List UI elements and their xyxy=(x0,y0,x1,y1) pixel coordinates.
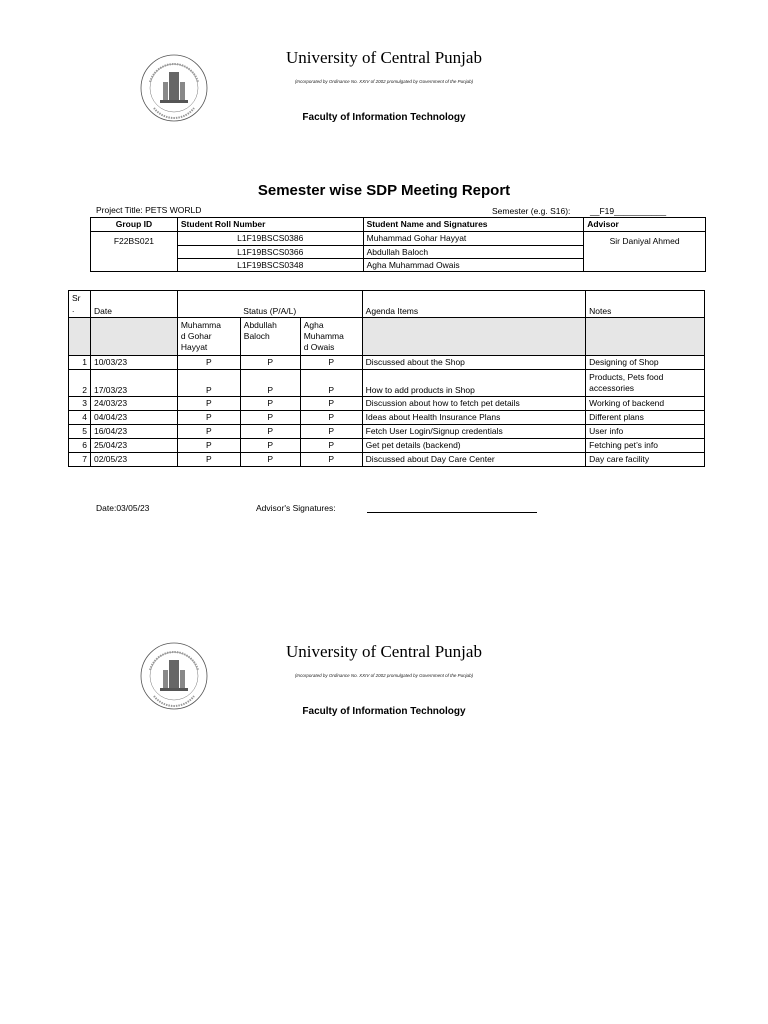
header-advisor: Advisor xyxy=(584,218,706,232)
table-row xyxy=(69,453,705,467)
row-sr: 7 xyxy=(69,453,91,467)
row-status: P xyxy=(177,356,240,370)
header-sr-dot: . xyxy=(72,304,75,314)
header-notes: Notes xyxy=(586,291,705,318)
row-notes xyxy=(586,370,705,397)
row-agenda: How to add products in Shop xyxy=(362,370,586,397)
shaded-cell xyxy=(586,318,705,356)
member-3-line: d Owais xyxy=(303,342,335,352)
member-1-line: d Gohar xyxy=(180,331,212,341)
row-status: P xyxy=(300,397,362,411)
table-row xyxy=(69,425,705,439)
group-id-value: F22BS021 xyxy=(91,232,178,272)
row-agenda: Discussed about the Shop xyxy=(362,356,586,370)
header-student-name: Student Name and Signatures xyxy=(363,218,584,232)
report-date: Date:03/05/23 xyxy=(96,503,150,513)
student-name: Abdullah Baloch xyxy=(363,246,584,259)
row-status: P xyxy=(300,439,362,453)
university-name: University of Central Punjab xyxy=(286,48,482,67)
report-title: Semester wise SDP Meeting Report xyxy=(257,182,511,199)
group-table xyxy=(90,217,706,272)
shaded-cell xyxy=(362,318,586,356)
header-date: Date xyxy=(90,291,177,318)
row-notes-line: accessories xyxy=(589,383,635,393)
table-row xyxy=(69,370,705,397)
row-agenda: Get pet details (backend) xyxy=(362,439,586,453)
row-sr: 1 xyxy=(69,356,91,370)
row-status: P xyxy=(240,453,300,467)
table-row xyxy=(69,411,705,425)
row-date: 04/04/23 xyxy=(90,411,177,425)
member-3-line: Agha xyxy=(303,320,324,330)
row-agenda: Fetch User Login/Signup credentials xyxy=(362,425,586,439)
row-sr: 2 xyxy=(69,370,91,397)
row-sr: 3 xyxy=(69,397,91,411)
student-name: Agha Muhammad Owais xyxy=(363,259,584,272)
row-status: P xyxy=(177,425,240,439)
header-roll-number: Student Roll Number xyxy=(177,218,363,232)
row-notes-line: Products, Pets food xyxy=(589,372,664,382)
member-1-header xyxy=(177,318,240,356)
row-date: 25/04/23 xyxy=(90,439,177,453)
row-status: P xyxy=(240,439,300,453)
row-status: P xyxy=(300,356,362,370)
semester-value: __F19___________ xyxy=(590,206,667,216)
row-status: P xyxy=(300,370,362,397)
row-status: P xyxy=(240,370,300,397)
roll-number: L1F19BSCS0366 xyxy=(177,246,363,259)
shaded-cell xyxy=(90,318,177,356)
row-status: P xyxy=(177,439,240,453)
row-status: P xyxy=(300,453,362,467)
row-notes: User info xyxy=(586,425,705,439)
table-row xyxy=(69,439,705,453)
row-status: P xyxy=(240,411,300,425)
row-status: P xyxy=(177,397,240,411)
row-agenda: Discussion about how to fetch pet details xyxy=(362,397,586,411)
incorporation-note: (Incorporated by Ordinance No. XXIV of 2002 promulgated by Government of the Punjab) xyxy=(294,673,474,678)
row-date: 02/05/23 xyxy=(90,453,177,467)
row-status: P xyxy=(240,356,300,370)
member-1-line: Muhamma xyxy=(180,320,221,330)
row-date: 16/04/23 xyxy=(90,425,177,439)
row-status: P xyxy=(300,425,362,439)
shaded-cell xyxy=(69,318,91,356)
row-date: 10/03/23 xyxy=(90,356,177,370)
header-sr-text: Sr xyxy=(72,293,81,303)
row-date: 17/03/23 xyxy=(90,370,177,397)
row-sr: 5 xyxy=(69,425,91,439)
faculty-name: Faculty of Information Technology xyxy=(302,112,466,123)
member-2-header xyxy=(240,318,300,356)
semester-label: Semester (e.g. S16): xyxy=(492,206,571,216)
meeting-table xyxy=(68,290,705,467)
row-date: 24/03/23 xyxy=(90,397,177,411)
row-notes: Fetching pet’s info xyxy=(586,439,705,453)
header-status: Status (P/A/L) xyxy=(177,291,362,318)
row-notes: Designing of Shop xyxy=(586,356,705,370)
table-row xyxy=(69,356,705,370)
header-agenda: Agenda Items xyxy=(362,291,586,318)
row-status: P xyxy=(240,397,300,411)
row-status: P xyxy=(177,411,240,425)
advisor-name: Sir Daniyal Ahmed xyxy=(584,232,706,272)
member-3-line: Muhamma xyxy=(303,331,344,341)
member-1-line: Hayyat xyxy=(180,342,208,352)
row-sr: 6 xyxy=(69,439,91,453)
header-group-id: Group ID xyxy=(91,218,178,232)
advisor-signatures-label: Advisor's Signatures: xyxy=(256,503,336,513)
row-agenda: Discussed about Day Care Center xyxy=(362,453,586,467)
member-2-line: Abdullah xyxy=(243,320,277,330)
row-agenda: Ideas about Health Insurance Plans xyxy=(362,411,586,425)
row-notes: Different plans xyxy=(586,411,705,425)
row-notes: Day care facility xyxy=(586,453,705,467)
row-status: P xyxy=(177,453,240,467)
member-3-header xyxy=(300,318,362,356)
row-sr: 4 xyxy=(69,411,91,425)
table-row xyxy=(69,397,705,411)
header-sr xyxy=(69,291,91,318)
university-name: University of Central Punjab xyxy=(286,642,482,661)
roll-number: L1F19BSCS0386 xyxy=(177,232,363,246)
faculty-name: Faculty of Information Technology xyxy=(302,706,466,717)
row-status: P xyxy=(240,425,300,439)
incorporation-note: (Incorporated by Ordinance No. XXIV of 2002 promulgated by Government of the Punjab) xyxy=(294,79,474,84)
row-notes: Working of backend xyxy=(586,397,705,411)
row-status: P xyxy=(177,370,240,397)
student-name: Muhammad Gohar Hayyat xyxy=(363,232,584,246)
member-2-line: Baloch xyxy=(243,331,270,341)
signature-line xyxy=(367,512,537,513)
roll-number: L1F19BSCS0348 xyxy=(177,259,363,272)
project-title: Project Title: PETS WORLD xyxy=(96,205,202,215)
row-status: P xyxy=(300,411,362,425)
